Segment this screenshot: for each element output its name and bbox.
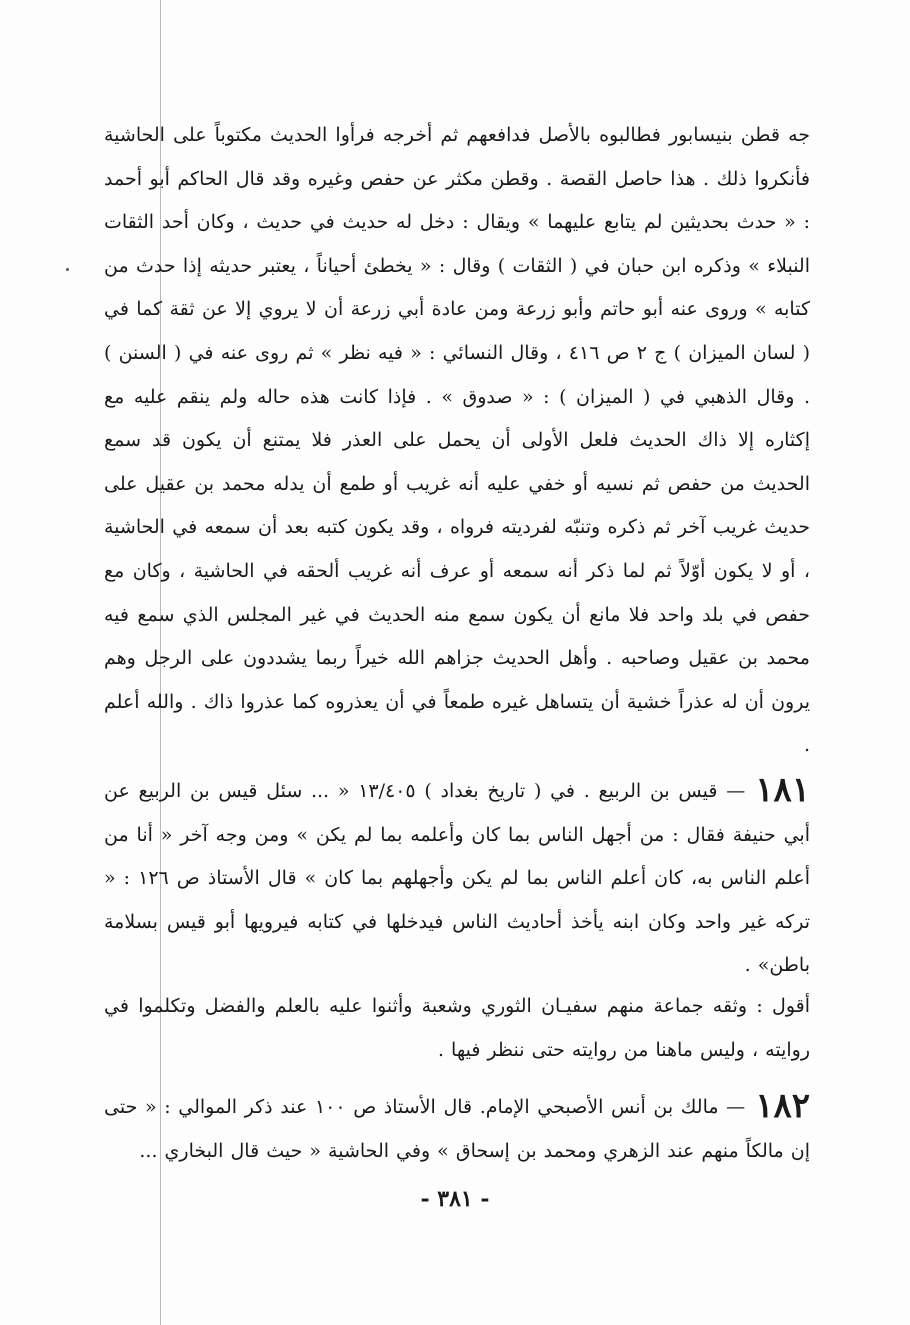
paragraph-qatan-discussion: جه قطن بنيسابور فطالبوه بالأصل فدافعهم ثم أخرجه فرأوا الحديث مكتوباً على الحاشية فأنكروا ذلك . هذا حاصل القصة . وقطن مكثر عن حفص وغيره وقد قال الحاكم أبو أحمد : « حدث بحديثين لم يتابع عليهما » ويقال : دخل له حديث في حديث ، وكان أحد الثقات النبلاء » وذكره ابن حبان في ( الثقات ) وقال : « يخطئ أحياناً ، يعتبر حديثه إذا حدث من كتابه » وروى عنه أبو حاتم وأبو زرعة ومن عادة أبي زرعة أن لا يروي إلا عن ثقة كما في ( لسان الميزان ) ج ٢ ص ٤١٦ ، وقال النسائي : « فيه نظر » ثم روى عنه في ( السنن ) . وقال الذهبي في ( الميزان ) : « صدوق » . فإذا كانت هذه حاله ولم ينقم عليه مع إكثاره إلا ذاك الحديث فلعل الأولى أن يحمل على العذر فلا يمتنع أن يكون قد سمع الحديث من حفص ثم نسيه أو خفي عليه أنه غريب أو طمع أن يدله محمد بن عقيل على حديث غريب آخر ثم ذكره وتنبّه لفرديته فرواه ، وقد يكون كتبه بعد أن سمعه في الحاشية ، أو لا يكون أوّلاً ثم لما ذكر أنه سمعه أو عرف أنه غريب ألحقه في الحاشية ، وكان مع حفص في بلد واحد فلا مانع أن يكون سمع منه الحديث في غير المجلس الذي سمع فيه محمد بن عقيل وصاحبه . وأهل الحديث جزاهم الله خيراً ربما يشددون على الرجل وهم يرون أن له عذراً خشية أن يتساهل غيره طمعاً في أن يعذروه كما عذروا ذاك . والله أعلم . xyxy=(104,124,810,757)
paragraph-author-response: أقول : وثقه جماعة منهم سفيـان الثوري وشعبة وأثنوا عليه بالعلم والفضل وتكلموا في روايته ، وليس ماهنا من روايته حتى ننظر فيها . xyxy=(104,995,810,1061)
entry-182-text: — مالك بن أنس الأصبحي الإمام. قال الأستاذ ص ١٠٠ عند ذكر الموالي : « حتى إن مالكاً منهم عند الزهري ومحمد بن إسحاق » وفي الحاشية « حيث قال البخاري ... xyxy=(104,1096,810,1162)
entry-number-182: ١٨٢ xyxy=(755,1086,810,1126)
ink-speck xyxy=(66,268,69,271)
entry-181-qais-ibn-al-rabi xyxy=(104,769,810,988)
entry-number-181: ١٨١ xyxy=(755,770,810,810)
entry-182-malik-ibn-anas xyxy=(104,1085,810,1173)
page-number: - ٣٨١ - xyxy=(420,1186,490,1212)
entry-181-text: — قيس بن الربيع . في ( تاريخ بغداد ) ١٣/٤٠٥ « ... سئل قيس بن الربيع عن أبي حنيفة فقال : من أجهل الناس بما كان وأعلمه بما لم يكن » ومن وجه آخر « أنا من أعلم الناس به، كان أعلم الناس بما لم يكن وأجهلهم بما كان » قال الأستاذ ص ١٢٦ : « تركه غير واحد وكان ابنه يأخذ أحاديث الناس فيدخلها في كتابه فيرويها أبو قيس بسلامة باطن» . xyxy=(104,780,810,977)
